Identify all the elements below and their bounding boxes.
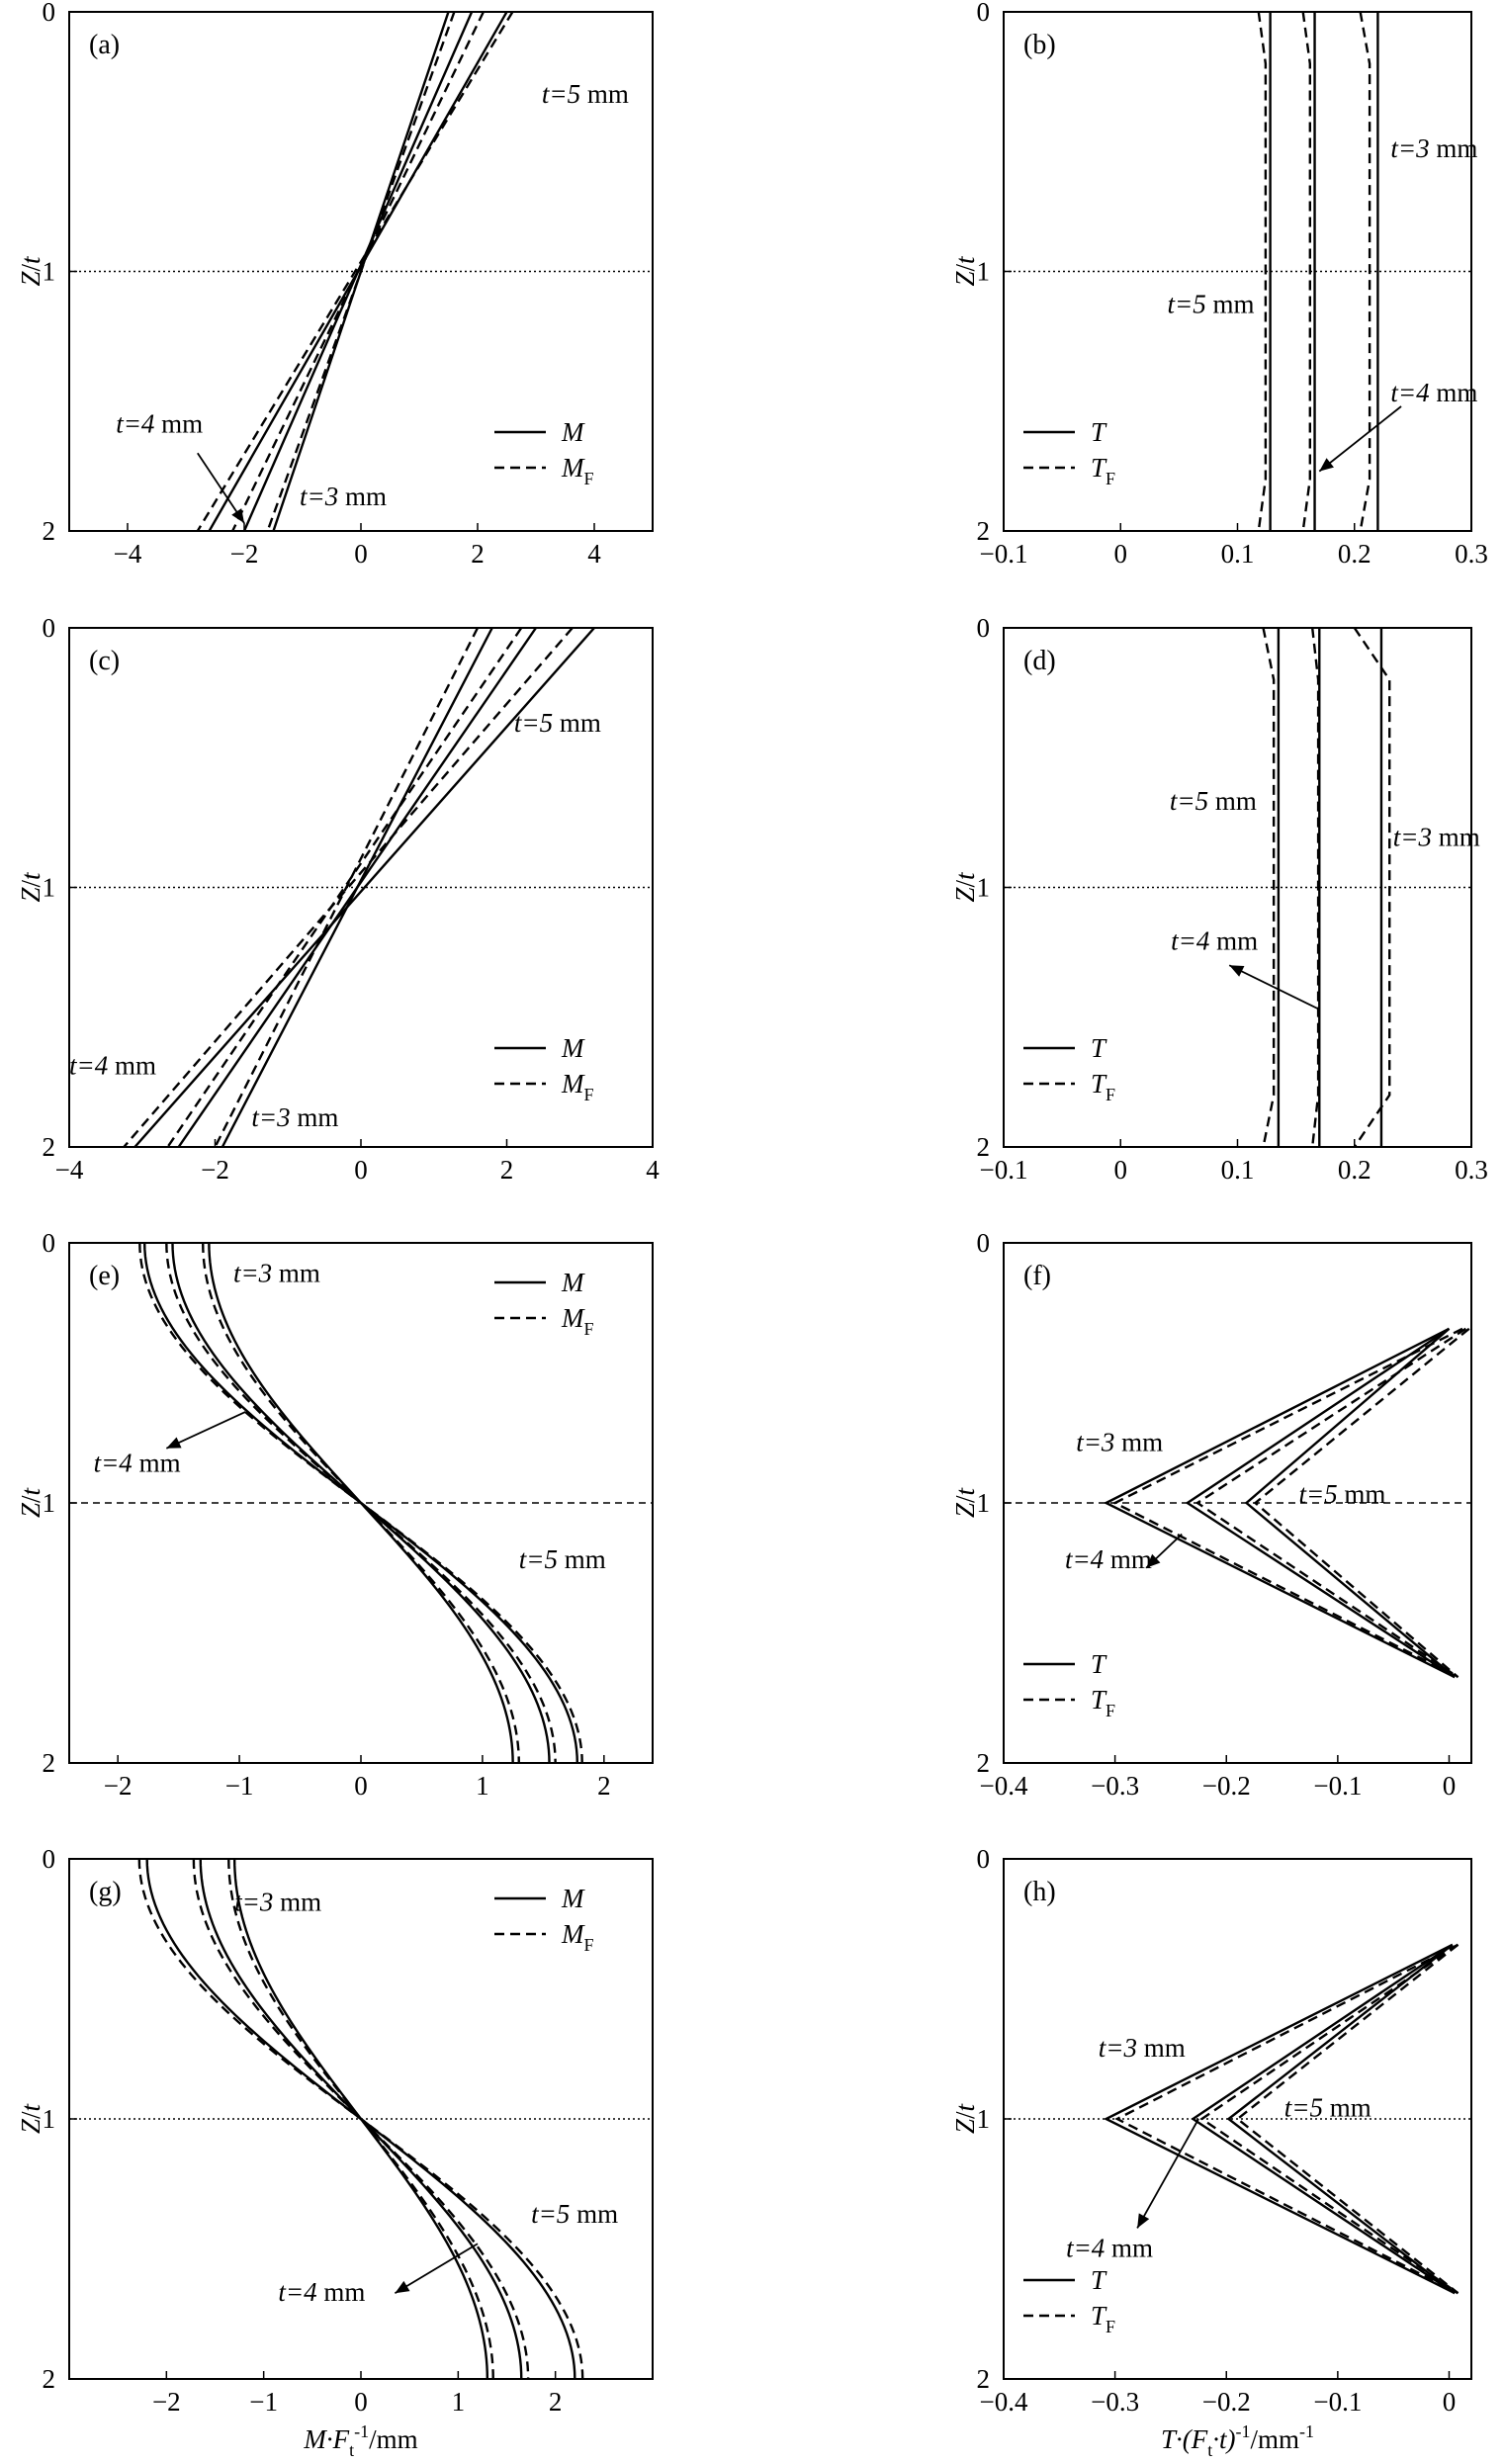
legend-entry: $M_F$ bbox=[562, 1303, 594, 1339]
x-tick-label: 0 bbox=[354, 1155, 368, 1185]
x-tick-label: −1 bbox=[224, 1771, 254, 1801]
x-tick-label: 2 bbox=[597, 1771, 611, 1801]
y-tick-label: 0 bbox=[976, 613, 990, 643]
annotation-label: t=3 mm bbox=[1098, 2032, 1186, 2063]
annotation-label: t=5 mm bbox=[541, 78, 629, 109]
x-tick-label: −0.1 bbox=[1313, 2387, 1363, 2417]
legend-entry: M bbox=[562, 1884, 584, 1913]
x-tick-label: 0.1 bbox=[1220, 1155, 1255, 1185]
x-tick-label: 4 bbox=[587, 539, 601, 569]
x-axis-title: $M\cdot F_t^{-1}/mm$ bbox=[304, 2421, 418, 2460]
x-tick-label: 0 bbox=[354, 539, 368, 569]
x-tick-label: 0.2 bbox=[1337, 1155, 1371, 1185]
legend-entry: $T_F$ bbox=[1091, 1069, 1116, 1104]
y-tick-label: 0 bbox=[42, 613, 55, 643]
legend-entry: T bbox=[1091, 417, 1106, 447]
x-tick-label: −2 bbox=[229, 539, 259, 569]
panel-f bbox=[950, 1228, 1471, 1801]
y-tick-label: 2 bbox=[42, 516, 55, 546]
x-tick-label: 0 bbox=[1442, 2387, 1457, 2417]
x-axis-title: $T\cdot(F_t\cdot t)^{-1}/mm^{-1}$ bbox=[1160, 2421, 1315, 2460]
annotation-label: t=5 mm bbox=[518, 1543, 606, 1574]
legend-entry: T bbox=[1091, 1649, 1106, 1679]
annotation-label: t=3 mm bbox=[1076, 1427, 1164, 1457]
panel-a bbox=[16, 0, 653, 569]
x-tick-label: −0.3 bbox=[1091, 1771, 1140, 1801]
annotation-label: t=5 mm bbox=[531, 2199, 619, 2230]
annotation-label: t=4 mm bbox=[69, 1050, 156, 1081]
panel-label: (h) bbox=[1023, 1877, 1056, 1907]
x-tick-label: 0 bbox=[1113, 1155, 1127, 1185]
annotation-label: t=4 mm bbox=[93, 1448, 181, 1478]
annotation-label: t=5 mm bbox=[1169, 785, 1257, 816]
annotation-label: t=4 mm bbox=[278, 2277, 366, 2308]
x-tick-label: 0.3 bbox=[1455, 1155, 1488, 1185]
arrow-head bbox=[395, 2281, 409, 2293]
y-tick-label: 2 bbox=[976, 1748, 990, 1778]
y-tick-label: 0 bbox=[976, 1844, 990, 1874]
y-tick-label: 1 bbox=[976, 256, 990, 287]
y-tick-label: 1 bbox=[976, 872, 990, 903]
x-tick-label: −0.2 bbox=[1201, 1771, 1251, 1801]
panel-label: (b) bbox=[1023, 30, 1056, 60]
y-tick-label: 1 bbox=[976, 1488, 990, 1518]
annotation-label: t=5 mm bbox=[1298, 1479, 1386, 1509]
x-tick-label: 1 bbox=[476, 1771, 489, 1801]
legend-entry: $T_F$ bbox=[1091, 453, 1116, 488]
legend-entry: $M_F$ bbox=[562, 1069, 594, 1104]
x-tick-label: 2 bbox=[499, 1155, 514, 1185]
annotation-arrow bbox=[1319, 406, 1401, 472]
panel-d bbox=[950, 613, 1488, 1185]
y-tick-label: 2 bbox=[42, 1748, 55, 1778]
x-tick-label: −4 bbox=[54, 1155, 84, 1185]
panel-label: (f) bbox=[1023, 1261, 1051, 1291]
annotation-label: t=4 mm bbox=[1066, 2233, 1154, 2263]
panel-h bbox=[950, 1844, 1471, 2460]
legend-entry: T bbox=[1091, 2265, 1106, 2295]
annotation-label: t=5 mm bbox=[1283, 2092, 1371, 2123]
y-axis-title: Z/t bbox=[16, 872, 45, 903]
x-tick-label: 0 bbox=[354, 1771, 368, 1801]
y-axis-title: Z/t bbox=[16, 256, 45, 287]
y-tick-label: 0 bbox=[42, 1228, 55, 1258]
x-tick-label: −0.1 bbox=[979, 539, 1028, 569]
legend-entry: M bbox=[562, 417, 584, 447]
x-tick-label: 2 bbox=[471, 539, 485, 569]
y-tick-label: 0 bbox=[976, 1228, 990, 1258]
y-tick-label: 1 bbox=[42, 1488, 55, 1518]
x-tick-label: 0.3 bbox=[1455, 539, 1488, 569]
panel-b bbox=[950, 0, 1488, 569]
x-tick-label: −0.1 bbox=[1313, 1771, 1363, 1801]
x-tick-label: −2 bbox=[151, 2387, 181, 2417]
panel-label: (e) bbox=[89, 1261, 121, 1291]
arrow-head bbox=[1137, 2213, 1149, 2228]
x-tick-label: 0.1 bbox=[1220, 539, 1255, 569]
y-tick-label: 1 bbox=[42, 256, 55, 287]
y-tick-label: 0 bbox=[976, 0, 990, 27]
panel-label: (a) bbox=[89, 30, 121, 60]
annotation-label: t=5 mm bbox=[513, 708, 601, 738]
x-tick-label: −0.1 bbox=[979, 1155, 1028, 1185]
y-tick-label: 2 bbox=[42, 1132, 55, 1162]
panel-label: (d) bbox=[1023, 646, 1056, 676]
y-tick-label: 1 bbox=[42, 872, 55, 903]
annotation-label: t=3 mm bbox=[234, 1887, 322, 1917]
x-tick-label: −4 bbox=[113, 539, 142, 569]
y-tick-label: 2 bbox=[976, 516, 990, 546]
annotation-label: t=3 mm bbox=[1390, 133, 1478, 163]
arrow-head bbox=[1319, 458, 1334, 471]
y-tick-label: 0 bbox=[42, 1844, 55, 1874]
legend-entry: $T_F$ bbox=[1091, 2301, 1116, 2336]
panel-c bbox=[16, 613, 660, 1185]
x-tick-label: 0.2 bbox=[1337, 539, 1371, 569]
y-axis-title: Z/t bbox=[16, 2103, 45, 2135]
annotation-label: t=3 mm bbox=[1392, 822, 1480, 852]
x-tick-label: −0.3 bbox=[1091, 2387, 1140, 2417]
x-tick-label: −1 bbox=[249, 2387, 279, 2417]
annotation-label: t=3 mm bbox=[251, 1102, 339, 1132]
annotation-label: t=5 mm bbox=[1167, 289, 1255, 319]
panel-g bbox=[16, 1844, 653, 2460]
annotation-label: t=3 mm bbox=[300, 481, 388, 511]
x-tick-label: 1 bbox=[451, 2387, 466, 2417]
y-tick-label: 2 bbox=[976, 1132, 990, 1162]
x-tick-label: 0 bbox=[1113, 539, 1127, 569]
y-axis-title: Z/t bbox=[950, 1487, 980, 1519]
legend-entry: $M_F$ bbox=[562, 1919, 594, 1955]
legend-entry: M bbox=[562, 1033, 584, 1063]
series-line-MF bbox=[168, 628, 522, 1147]
legend-entry: $M_F$ bbox=[562, 453, 594, 488]
annotation-arrow bbox=[1137, 2119, 1198, 2228]
x-tick-label: 0 bbox=[354, 2387, 368, 2417]
series-line-M bbox=[179, 628, 536, 1147]
annotation-arrow bbox=[1229, 965, 1319, 1010]
y-tick-label: 1 bbox=[976, 2104, 990, 2134]
panel-label: (g) bbox=[89, 1877, 122, 1907]
x-tick-label: −0.4 bbox=[979, 1771, 1028, 1801]
y-tick-label: 0 bbox=[42, 0, 55, 27]
annotation-label: t=4 mm bbox=[116, 408, 204, 439]
x-tick-label: −0.2 bbox=[1201, 2387, 1251, 2417]
annotation-label: t=3 mm bbox=[232, 1258, 320, 1288]
y-axis-title: Z/t bbox=[16, 1487, 45, 1519]
y-tick-label: 2 bbox=[42, 2364, 55, 2394]
x-tick-label: −2 bbox=[103, 1771, 133, 1801]
y-axis-title: Z/t bbox=[950, 872, 980, 903]
y-axis-title: Z/t bbox=[950, 2103, 980, 2135]
legend-entry: T bbox=[1091, 1033, 1106, 1063]
y-axis-title: Z/t bbox=[950, 256, 980, 287]
annotation-label: t=4 mm bbox=[1064, 1543, 1152, 1574]
legend-entry: $T_F$ bbox=[1091, 1685, 1116, 1720]
annotation-label: t=4 mm bbox=[1390, 377, 1478, 407]
panel-label: (c) bbox=[89, 646, 121, 676]
x-tick-label: 2 bbox=[548, 2387, 563, 2417]
annotation-label: t=4 mm bbox=[1171, 925, 1259, 956]
y-tick-label: 2 bbox=[976, 2364, 990, 2394]
panel-e bbox=[16, 1228, 653, 1801]
legend-entry: M bbox=[562, 1268, 584, 1297]
series-line-MF bbox=[216, 628, 479, 1147]
x-tick-label: −2 bbox=[201, 1155, 229, 1185]
x-tick-label: 4 bbox=[646, 1155, 660, 1185]
x-tick-label: 0 bbox=[1442, 1771, 1457, 1801]
x-tick-label: −0.4 bbox=[979, 2387, 1028, 2417]
y-tick-label: 1 bbox=[42, 2104, 55, 2134]
